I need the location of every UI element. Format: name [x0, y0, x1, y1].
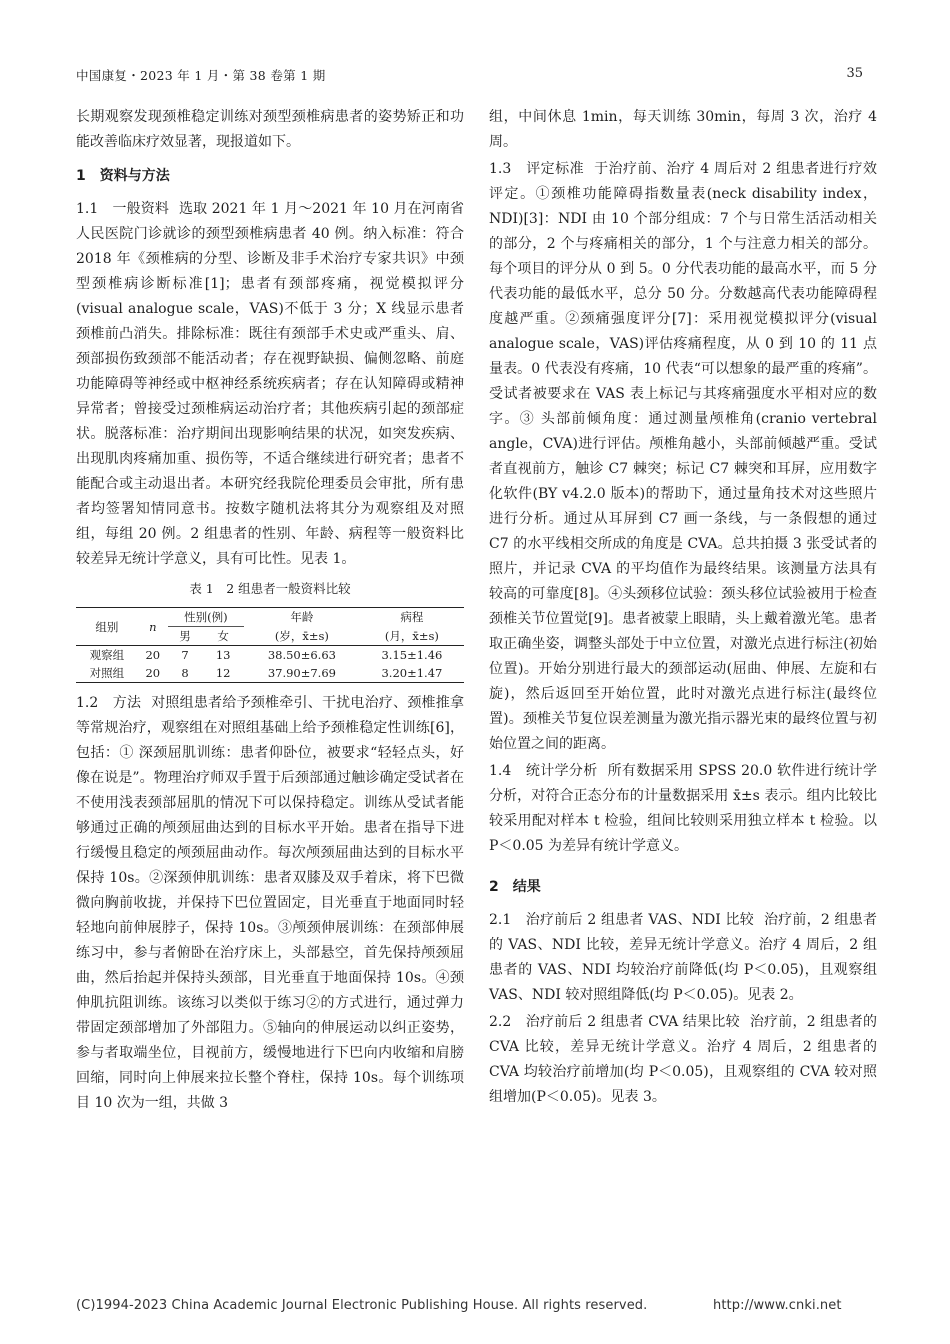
cell-age: 37.90±7.69: [244, 664, 360, 683]
cell-female: 12: [202, 664, 244, 683]
table-row: [76, 646, 464, 665]
footer-url: http://www.cnki.net: [713, 1298, 842, 1313]
cell-female: 13: [215, 648, 231, 662]
subsection-1-1: [76, 197, 464, 572]
subsection-1-3: [489, 157, 877, 757]
header-age-unit: (岁，x̄±s): [244, 627, 360, 646]
subsection-title: 1.1 一般资料: [76, 201, 169, 217]
section-heading-2: [489, 875, 877, 900]
cell-course: 3.15±1.46: [381, 648, 443, 662]
header-male: 男: [168, 627, 203, 646]
subsection-text: 治疗前，2 组患者的 CVA 比较，差异无统计学意义。治疗 4 周后，2 组患者的 CVA 均较治疗前增加(均 P＜0.05)，且观察组的 CVA 较对照组增加(P＜0.05)。见表 3。: [489, 1014, 877, 1105]
subsection-text: 治疗前，2 组患者的 VAS、NDI 比较，差异无统计学意义。治疗 4 周后，2 组患者的 VAS、NDI 均较治疗前降低(均 P＜0.05)，且观察组 VAS、NDI 较对照组降低(均 P＜0.05)。见表 2。: [489, 912, 878, 1003]
cell-group: 观察组: [89, 648, 125, 662]
section-title: 资料与方法: [99, 168, 170, 184]
header-age: 年龄: [244, 608, 360, 627]
cell-n: 20: [138, 664, 168, 683]
section-title: 结果: [512, 879, 541, 895]
footer-copyright: (C)1994-2023 China Academic Journal Electronic Publishing House. All rights reserved.: [76, 1298, 648, 1313]
subsection-text: 选取 2021 年 1 月～2021 年 10 月在河南省人民医院门诊就诊的颈型颈椎病患者 40 例。纳入标准：符合 2018 年《颈椎病的分型、诊断及非手术治疗专家共识》中颈型颈椎病诊断标准[1]；患者有颈部疼痛，视觉模拟评分(visual analogue scale，VAS)不低于 3 分；X 线显示患者颈椎前凸消失。排除标准：既往有颈部手术史或严重头、肩、颈部损伤致颈部不能活动者；存在视野缺损、偏侧忽略、前庭功能障碍等神经或中枢神经系统疾病者；存在认知障碍或精神异常者；曾接受过颈椎病运动治疗者；其他疾病引起的颈部症状。脱落标准：治疗期间出现影响结果的状况，如突发疾病、出现肌肉疼痛加重、损伤等，不适合继续进行研究者；患者不能配合或主动退出者。本研究经我院伦理委员会审批，所有患者均签署知情同意书。按数字随机法将其分为观察组及对照组，每组 20 例。2 组患者的性别、年龄、病程等一般资料比较差异无统计学意义，具有可比性。见表 1。: [76, 201, 465, 567]
table-1-caption: 表 1 2 组患者一般资料比较: [189, 581, 351, 596]
subsection-text: 对照组患者给予颈椎牵引、干扰电治疗、颈椎推拿等常规治疗，观察组在对照组基础上给予颈椎稳定性训练[6]，包括：① 深颈屈肌训练：患者仰卧位，被要求“轻轻点头，好像在说是”。物理治疗师双手置于后颈部通过触诊确定受试者在不使用浅表颈部屈肌的情况下可以保持稳定。训练从受试者能够通过正确的颅颈屈曲达到的目标水平开始。患者在指导下进行缓慢且稳定的颅颈屈曲动作。每次颅颈屈曲达到的目标水平保持 10s。②深颈伸肌训练：患者双膝及双手着床，将下巴微微向胸前收拢，并保持下巴位置固定，目光垂直于地面同时轻轻地向前伸展脖子，保持 10s。③颅颈伸展训练：在颈部伸展练习中，参与者俯卧在治疗床上，头部悬空，首先保持颅颈屈曲，然后抬起并保持头颈部，目光垂直于地面保持 10s。④颈伸肌抗阻训练。该练习以类似于练习②的方式进行，通过弹力带固定颈部增加了外部阻力。⑤轴向的伸展运动以纠正姿势，参与者取端坐位，目视前方，缓慢地进行下巴向内收缩和肩膀回缩，同时向上伸展来拉长整个脊柱，保持 10s。每个训练项目 10 次为一组，共做 3: [76, 695, 465, 1111]
subsection-2-2: [489, 1010, 877, 1110]
subsection-title: 1.2 方法: [76, 695, 142, 711]
cell-n: 20: [145, 648, 161, 662]
subsection-title: 1.3 评定标准: [489, 161, 585, 177]
header-course-unit: (月，x̄±s): [360, 627, 464, 646]
header-female: 女: [202, 627, 244, 646]
subsection-1-4: [489, 759, 877, 859]
subsection-text: 所有数据采用 SPSS 20.0 软件进行统计学分析，对符合正态分布的计量数据采用 x̄±s 表示。组内比较比较采用配对样本 t 检验，组间比较则采用独立样本 t 检验。以 P＜0.05 为差异有统计学意义。: [489, 763, 877, 854]
subsection-title: 2.2 治疗前后 2 组患者 CVA 结果比较: [489, 1014, 740, 1030]
subsection-2-1: [489, 908, 877, 1008]
section-number: 2: [489, 879, 499, 895]
header-sex: 性别(例): [168, 608, 244, 627]
header-course: 病程: [360, 608, 464, 627]
cell-group: 对照组: [76, 664, 138, 683]
section-number: 1: [76, 168, 86, 184]
footer: [76, 1298, 842, 1313]
cell-age: 38.50±6.63: [267, 648, 336, 662]
section-heading-1: [76, 164, 464, 189]
table-row: [76, 664, 464, 683]
subsection-title: 1.4 统计学分析: [489, 763, 598, 779]
cell-course: 3.20±1.47: [360, 664, 464, 683]
header-n: n: [138, 608, 168, 646]
table-1: [76, 607, 464, 683]
continued-paragraph: 组，中间休息 1min，每天训练 30min，每周 3 次，治疗 4 周。: [489, 109, 877, 150]
left-column: [76, 105, 464, 1116]
header-group: 组别: [76, 608, 138, 646]
page-number: 35: [846, 66, 863, 81]
intro-paragraph: 长期观察发现颈椎稳定训练对颈型颈椎病患者的姿势矫正和功能改善临床疗效显著，现报道如下。: [76, 109, 464, 150]
cell-male: 7: [181, 648, 189, 662]
right-column: [489, 105, 877, 1110]
subsection-title: 2.1 治疗前后 2 组患者 VAS、NDI 比较: [489, 912, 754, 928]
subsection-text: 于治疗前、治疗 4 周后对 2 组患者进行疗效评定。①颈椎功能障碍指数量表(neck disability index，NDI)[3]：NDI 由 10 个部分组成：7 个与日常生活活动相关的部分，2 个与疼痛相关的部分，1 个与注意力相关的部分。每个项目的评分从 0 到 5。0 分代表功能的最高水平，而 5 分代表功能的最低水平，总分 50 分。分数越高代表功能障碍程度越严重。②颈痛强度评分[7]：采用视觉模拟评分(visual analogue scale，VAS)评估疼痛程度，从 0 到 10 的 11 点量表。0 代表没有疼痛，10 代表“可以想象的最严重的疼痛”。受试者被要求在 VAS 表上标记与其疼痛强度水平相对应的数字。③ 头部前倾角度：通过测量颅椎角(cranio vertebral angle，CVA)进行评估。颅椎角越小，头部前倾越严重。受试者直视前方，触诊 C7 棘突；标记 C7 棘突和耳屏，应用数字化软件(BY v4.2.0 版本)的帮助下，通过量角技术对这些照片进行分析。通过从耳屏到 C7 画一条线，与一条假想的通过 C7 的水平线相交所成的角度是 CVA。总共拍摄 3 张受试者的照片，并记录 CVA 的平均值作为最终结果。该测量方法具有较高的可靠度[8]。④头颈移位试验：颈头移位试验被用于检查颈椎关节位置觉[9]。患者被蒙上眼睛，头上戴着激光笔。患者取正确坐姿，调整头部处于中立位置，对激光点进行标注(初始位置)。开始分别进行最大的颈部运动(屈曲、伸展、左旋和右旋)，然后返回至开始位置，此时对激光点进行标注(最终位置)。颈椎关节复位误差测量为激光指示器光束的最终位置与初始位置之间的距离。: [489, 161, 877, 752]
subsection-1-2: [76, 691, 464, 1116]
running-header: 中国康复・2023 年 1 月・第 38 卷第 1 期: [76, 68, 326, 83]
cell-male: 8: [168, 664, 203, 683]
